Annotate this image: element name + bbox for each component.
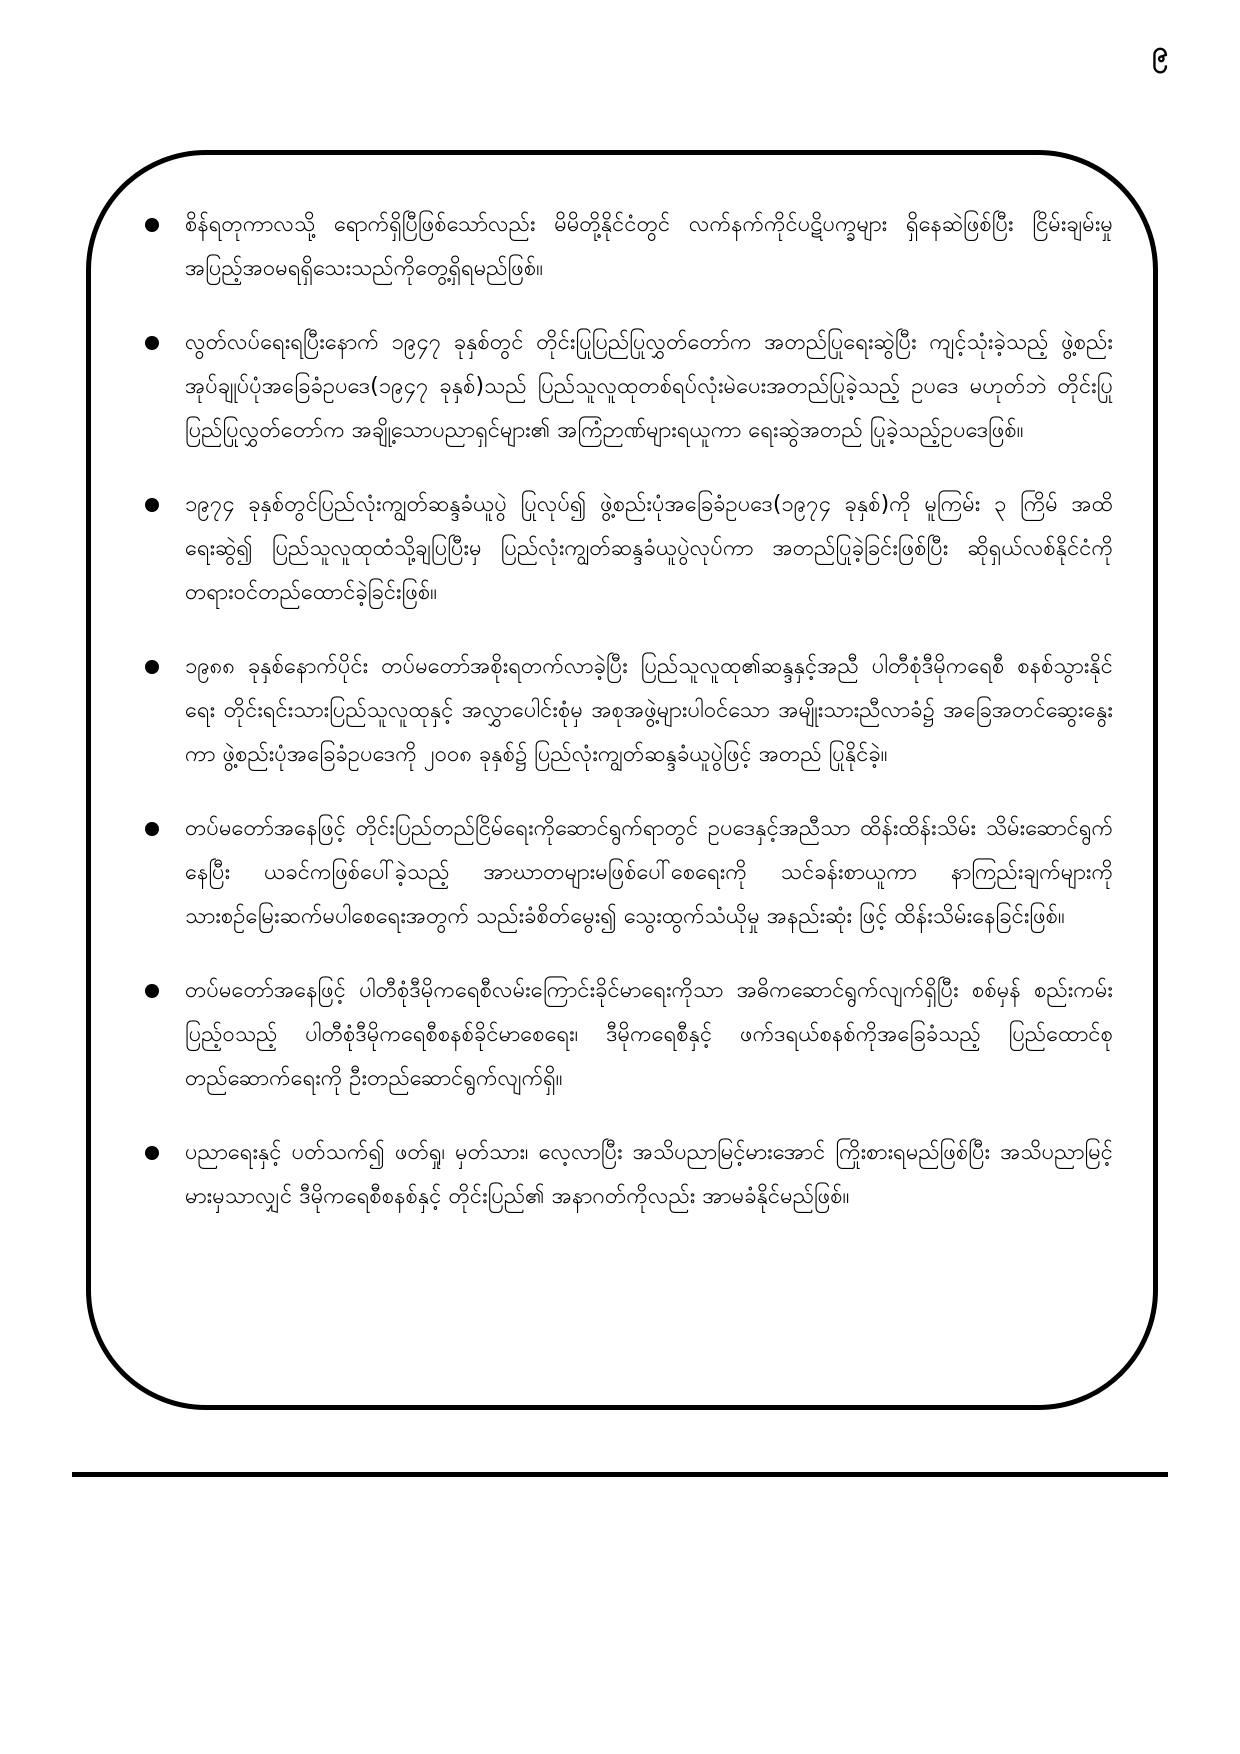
bullet-icon <box>145 336 159 350</box>
bottom-divider <box>72 1472 1168 1477</box>
bullet-icon <box>145 1146 159 1160</box>
list-item <box>143 203 1113 291</box>
list-item <box>143 645 1113 777</box>
bullet-icon <box>145 498 159 512</box>
bullet-icon <box>145 660 159 674</box>
bullet-icon <box>145 218 159 232</box>
list-item <box>143 321 1113 453</box>
list-item <box>143 483 1113 615</box>
list-item <box>143 969 1113 1101</box>
bullet-text: ၁၉၈၈ ခုနှစ်နောက်ပိုင်း တပ်မတော်အစိုးရတက်လာခဲ့ပြီး ပြည်သူလူထု၏ဆန္ဒနှင့်အညီ ပါတီစုံဒီမိုကရေစီ စနစ်သွားနိုင်ရေး တိုင်းရင်းသားပြည်သူလူထုနှင့် အလွှာပေါင်းစုံမှ အစုအဖွဲ့များပါဝင်သော အမျိုးသားညီလာခံ၌ အခြေအတင်ဆွေးနွေးကာ ဖွဲ့စည်းပုံအခြေခံဥပဒေကို ၂၀၀၈ ခုနှစ်၌ ပြည်လုံးကျွတ်ဆန္ဒခံယူပွဲဖြင့် အတည် ပြုနိုင်ခဲ့။ <box>185 654 1113 767</box>
bullet-icon <box>145 822 159 836</box>
list-item <box>143 1131 1113 1219</box>
rounded-content-frame <box>86 150 1158 1410</box>
bullet-list <box>143 203 1113 1219</box>
page-number: ၉ <box>1152 35 1168 68</box>
bullet-text: ပညာရေးနှင့် ပတ်သက်၍ ဖတ်ရှု၊ မှတ်သား၊ လေ့လာပြီး အသိပညာမြင့်မားအောင် ကြိုးစားရမည်ဖြစ်ပြီး အသိပညာမြင့်မားမှသာလျှင် ဒီမိုကရေစီစနစ်နှင့် တိုင်းပြည်၏ အနာဂတ်ကိုလည်း အာမခံနိုင်မည်ဖြစ်။ <box>185 1140 1113 1209</box>
bullet-text: စိန်ရတုကာလသို့ ရောက်ရှိပြီဖြစ်သော်လည်း မိမိတို့နိုင်ငံတွင် လက်နက်ကိုင်ပဋိပက္ခများ ရှိနေဆဲဖြစ်ပြီး ငြိမ်းချမ်းမှုအပြည့်အဝမရရှိသေးသည်ကိုတွေ့ရှိရမည်ဖြစ်။ <box>185 212 1113 281</box>
list-item <box>143 807 1113 939</box>
bullet-text: တပ်မတော်အနေဖြင့် တိုင်းပြည်တည်ငြိမ်ရေးကိုဆောင်ရွက်ရာတွင် ဥပဒေနှင့်အညီသာ ထိန်းထိန်းသိမ်း သိမ်းဆောင်ရွက်နေပြီး ယခင်ကဖြစ်ပေါ်ခဲ့သည့် အာဃာတများမဖြစ်ပေါ်စေရေးကို သင်ခန်းစာယူကာ နာကြည်းချက်များကို သားစဉ်မြေးဆက်မပါစေရေးအတွက် သည်းခံစိတ်မွေး၍ သွေးထွက်သံယိုမှု အနည်းဆုံး ဖြင့် ထိန်းသိမ်းနေခြင်းဖြစ်။ <box>185 816 1113 929</box>
bullet-icon <box>145 984 159 998</box>
bullet-text: ၁၉၇၄ ခုနှစ်တွင်ပြည်လုံးကျွတ်ဆန္ဒခံယူပွဲ ပြုလုပ်၍ ဖွဲ့စည်းပုံအခြေခံဥပဒေ(၁၉၇၄ ခုနှစ်)ကို မူကြမ်း ၃ ကြိမ် အထိရေးဆွဲ၍ ပြည်သူလူထုထံသို့ချပြပြီးမှ ပြည်လုံးကျွတ်ဆန္ဒခံယူပွဲလုပ်ကာ အတည်ပြုခဲ့ခြင်းဖြစ်ပြီး ဆိုရှယ်လစ်နိုင်ငံကို တရားဝင်တည်ထောင်ခဲ့ခြင်းဖြစ်။ <box>185 492 1113 605</box>
bullet-text: တပ်မတော်အနေဖြင့် ပါတီစုံဒီမိုကရေစီလမ်းကြောင်းခိုင်မာရေးကိုသာ အဓိကဆောင်ရွက်လျက်ရှိပြီး စစ်မှန် စည်းကမ်းပြည့်ဝသည့် ပါတီစုံဒီမိုကရေစီစနစ်ခိုင်မာစေရေး၊ ဒီမိုကရေစီနှင့် ဖက်ဒရယ်စနစ်ကိုအခြေခံသည့် ပြည်ထောင်စုတည်ဆောက်ရေးကို ဦးတည်ဆောင်ရွက်လျက်ရှိ။ <box>185 978 1113 1091</box>
bullet-text: လွတ်လပ်ရေးရပြီးနောက် ၁၉၄၇ ခုနှစ်တွင် တိုင်းပြုပြည်ပြုလွှတ်တော်က အတည်ပြုရေးဆွဲပြီး ကျင့်သုံးခဲ့သည့် ဖွဲ့စည်းအုပ်ချုပ်ပုံအခြေခံဥပဒေ(၁၉၄၇ ခုနှစ်)သည် ပြည်သူလူထုတစ်ရပ်လုံးမဲပေးအတည်ပြုခဲ့သည့် ဥပဒေ မဟုတ်ဘဲ တိုင်းပြုပြည်ပြုလွှတ်တော်က အချို့သောပညာရှင်များ၏ အကြံဉာဏ်များရယူကာ ရေးဆွဲအတည် ပြုခဲ့သည့်ဥပဒေဖြစ်။ <box>185 330 1113 443</box>
